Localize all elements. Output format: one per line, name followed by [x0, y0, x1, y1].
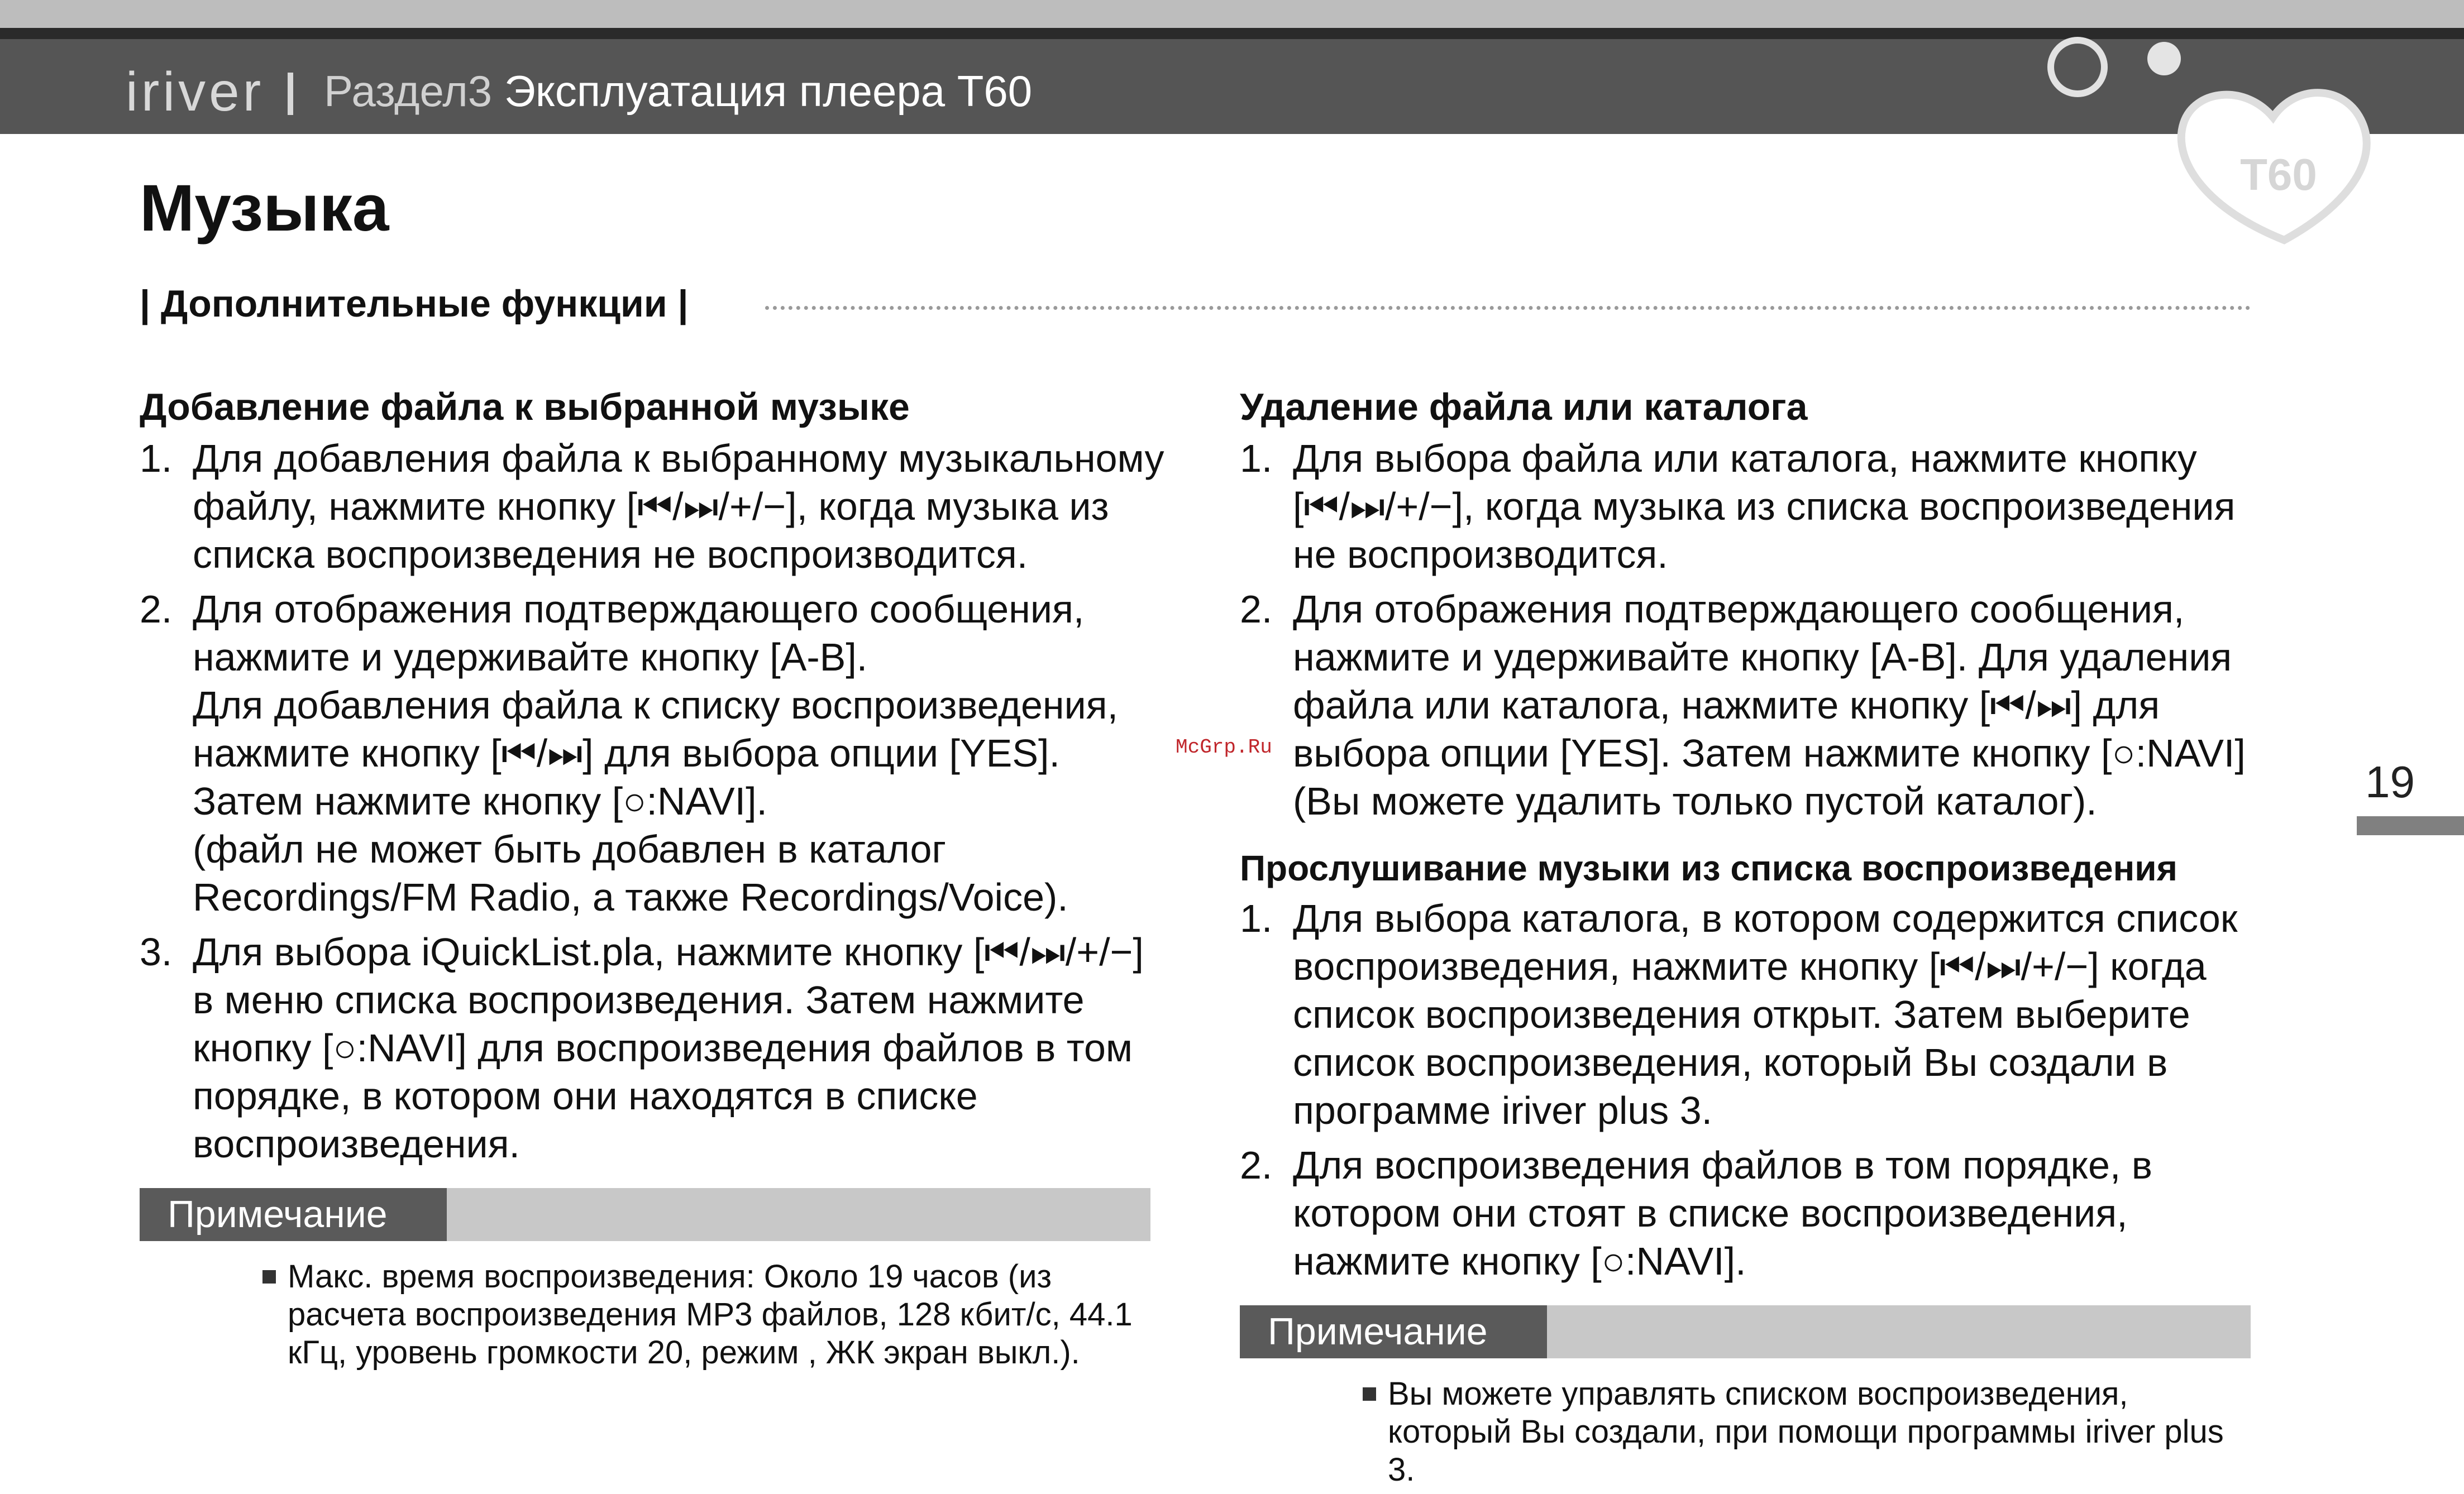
note-bar-right — [1240, 1305, 2251, 1358]
watermark: McGrp.Ru — [1176, 736, 1272, 759]
step-text: Для выбора файла или каталога, нажмите кнопку [⏮/⏭/+/−], когда музыка из списка воспроизведения не воспроизводится. — [1293, 437, 2236, 576]
step-number: 3. — [140, 930, 173, 974]
step-item — [1240, 894, 2262, 1134]
note-text-left — [262, 1258, 1159, 1372]
step-text: Для выбора iQuickList.pla, нажмите кнопку [⏮/⏭/+/−] в меню списка воспроизведения. Затем нажмите кнопку [○:NAVI] для воспроизведения файлов в том порядке, в котором они находятся в списке воспроизведения. — [193, 930, 1144, 1166]
step-number: 2. — [140, 587, 173, 631]
step-item — [1240, 585, 2262, 825]
t60-logo-text: T60 — [2240, 150, 2317, 199]
step-number: 1. — [1240, 437, 1273, 480]
step-text: Для воспроизведения файлов в том порядке, в котором они стоят в списке воспроизведения, нажмите кнопку [○:NAVI]. — [1293, 1143, 2152, 1283]
left-column — [140, 385, 1167, 1372]
right-heading-delete: Удаление файла или каталога — [1240, 386, 1808, 428]
step-item — [140, 434, 1167, 578]
step-number: 1. — [140, 437, 173, 480]
note-label-right: Примечание — [1240, 1305, 1547, 1358]
brand-logo: iriver — [126, 61, 265, 122]
step-number: 2. — [1240, 587, 1273, 631]
left-steps — [140, 434, 1167, 1168]
step-item — [1240, 1141, 2262, 1285]
step-item — [140, 928, 1167, 1168]
note-text-left-body: Макс. время воспроизведения: Около 19 часов (из расчета воспроизведения MP3 файлов, 128 кбит/с, 44.1 кГц, уровень громкости 20, режим , ЖК экран выкл.). — [288, 1258, 1133, 1371]
dotted-divider — [765, 306, 2251, 310]
section-subheading: | Дополнительные функции | — [140, 282, 689, 325]
right-heading-playlist: Прослушивание музыки из списка воспроизведения — [1240, 848, 2178, 888]
header-title-text: Эксплуатация плеера T60 — [504, 66, 1033, 116]
step-text: Для добавления файла к списку воспроизведения, нажмите кнопку [⏮/⏭] для выбора опции [YES]. Затем нажмите кнопку [○:NAVI]. — [193, 683, 1119, 823]
step-number: 2. — [1240, 1143, 1273, 1187]
note-bar-left — [140, 1188, 1150, 1241]
t60-heart-logo — [2033, 28, 2379, 262]
header-separator — [288, 73, 293, 115]
note-label-left: Примечание — [140, 1188, 447, 1241]
header-title — [324, 66, 1032, 117]
header-section: Раздел3 — [324, 66, 493, 116]
step-text: Для добавления файла к выбранному музыкальному файлу, нажмите кнопку [⏮/⏭/+/−], когда музыка из списка воспроизведения не воспроизводится. — [193, 437, 1164, 576]
step-text: Для выбора каталога, в котором содержится список воспроизведения, нажмите кнопку [⏮/⏭/+/−] когда список воспроизведения открыт. Затем выберите список воспроизведения, который Вы создали в программе iriver plus 3. — [1293, 897, 2238, 1132]
right-steps-playlist — [1240, 894, 2262, 1285]
step-text: Для отображения подтверждающего сообщения, нажмите и удерживайте кнопку [A-B]. — [193, 587, 1085, 679]
step-text: (файл не может быть добавлен в каталог Recordings/FM Radio, а также Recordings/Voice). — [193, 827, 1068, 919]
bullet-icon — [1363, 1387, 1376, 1401]
page-title: Музыка — [140, 171, 389, 245]
step-item — [140, 585, 1167, 921]
note-text-right-body: Вы можете управлять списком воспроизведения, который Вы создали, при помощи программы iriver plus 3. — [1388, 1376, 2224, 1488]
step-text: Для отображения подтверждающего сообщения, нажмите и удерживайте кнопку [A-B]. Для удаления файла или каталога, нажмите кнопку [⏮/⏭] для выбора опции [YES]. Затем нажмите кнопку [○:NAVI] (Вы можете удалить только пустой каталог). — [1293, 587, 2246, 823]
note-text-right — [1363, 1375, 2259, 1489]
page-tab-marker — [2357, 816, 2464, 835]
right-steps-delete — [1240, 434, 2262, 825]
left-heading: Добавление файла к выбранной музыке — [140, 386, 910, 428]
step-item — [1240, 434, 2262, 578]
right-column — [1240, 385, 2262, 1489]
page-number: 19 — [2365, 757, 2415, 807]
bullet-icon — [262, 1270, 276, 1284]
step-number: 1. — [1240, 897, 1273, 940]
